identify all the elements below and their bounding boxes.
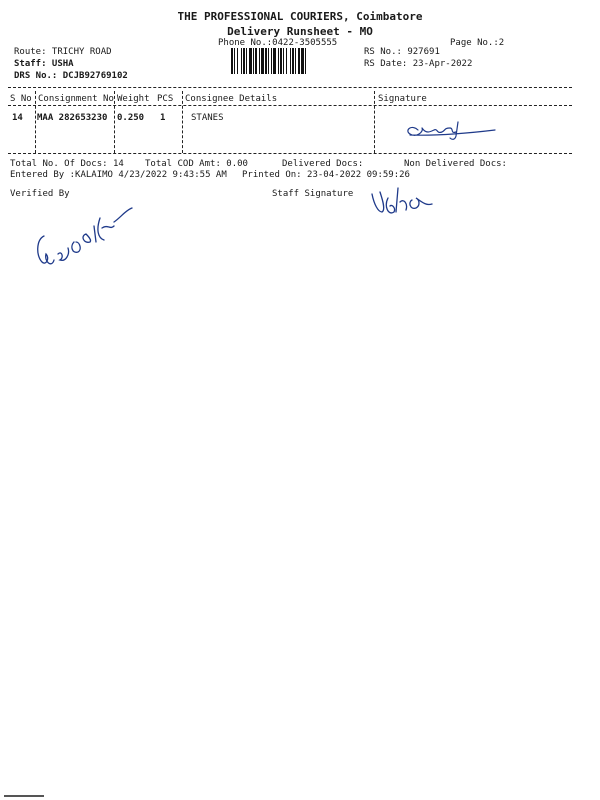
- column-divider: [374, 91, 375, 153]
- delivered-docs: Delivered Docs:: [282, 159, 364, 169]
- column-divider: [182, 91, 183, 153]
- header-consignment: Consignment No: [38, 94, 114, 104]
- column-divider: [35, 91, 36, 153]
- total-docs: Total No. Of Docs: 14: [10, 159, 124, 169]
- non-delivered-docs: Non Delivered Docs:: [404, 159, 507, 169]
- rs-number: RS No.: 927691: [364, 47, 440, 57]
- phone-number: Phone No.:0422-3505555: [218, 38, 338, 48]
- staff-signature: [368, 182, 438, 222]
- row-sno: 14: [12, 113, 23, 123]
- document-title: Delivery Runsheet - MO: [227, 25, 373, 38]
- column-divider: [114, 91, 115, 153]
- row-weight: 0.250: [117, 113, 145, 123]
- scan-edge-mark: [4, 795, 44, 797]
- verifier-signature: [30, 196, 140, 276]
- header-sno: S No: [10, 94, 32, 104]
- header-pcs: PCS: [157, 94, 174, 104]
- company-name: THE PROFESSIONAL COURIERS, Coimbatore: [177, 10, 423, 23]
- header-weight: Weight: [117, 94, 150, 104]
- table-header-rule: [8, 105, 572, 106]
- table-bottom-rule: [8, 153, 572, 154]
- route: Route: TRICHY ROAD: [14, 47, 112, 57]
- rs-date: RS Date: 23-Apr-2022: [364, 59, 473, 69]
- verified-by-label: Verified By: [10, 189, 70, 199]
- row-consignee: STANES: [191, 113, 224, 123]
- entered-by: Entered By :KALAIMO 4/23/2022 9:43:55 AM: [10, 170, 227, 180]
- header-consignee: Consignee Details: [185, 94, 278, 104]
- barcode: [231, 48, 349, 74]
- page-number: Page No.:2: [450, 38, 505, 48]
- receiver-signature: [400, 118, 500, 144]
- staff: Staff: USHA: [14, 59, 74, 69]
- total-cod: Total COD Amt: 0.00: [145, 159, 248, 169]
- printed-on: Printed On: 23-04-2022 09:59:26: [242, 170, 410, 180]
- staff-signature-label: Staff Signature: [272, 189, 354, 199]
- table-top-rule: [8, 87, 572, 88]
- row-consignment: MAA 282653230: [37, 113, 108, 123]
- header-signature: Signature: [378, 94, 427, 104]
- row-pcs: 1: [160, 113, 166, 123]
- drs-number: DRS No.: DCJB92769102: [14, 71, 128, 81]
